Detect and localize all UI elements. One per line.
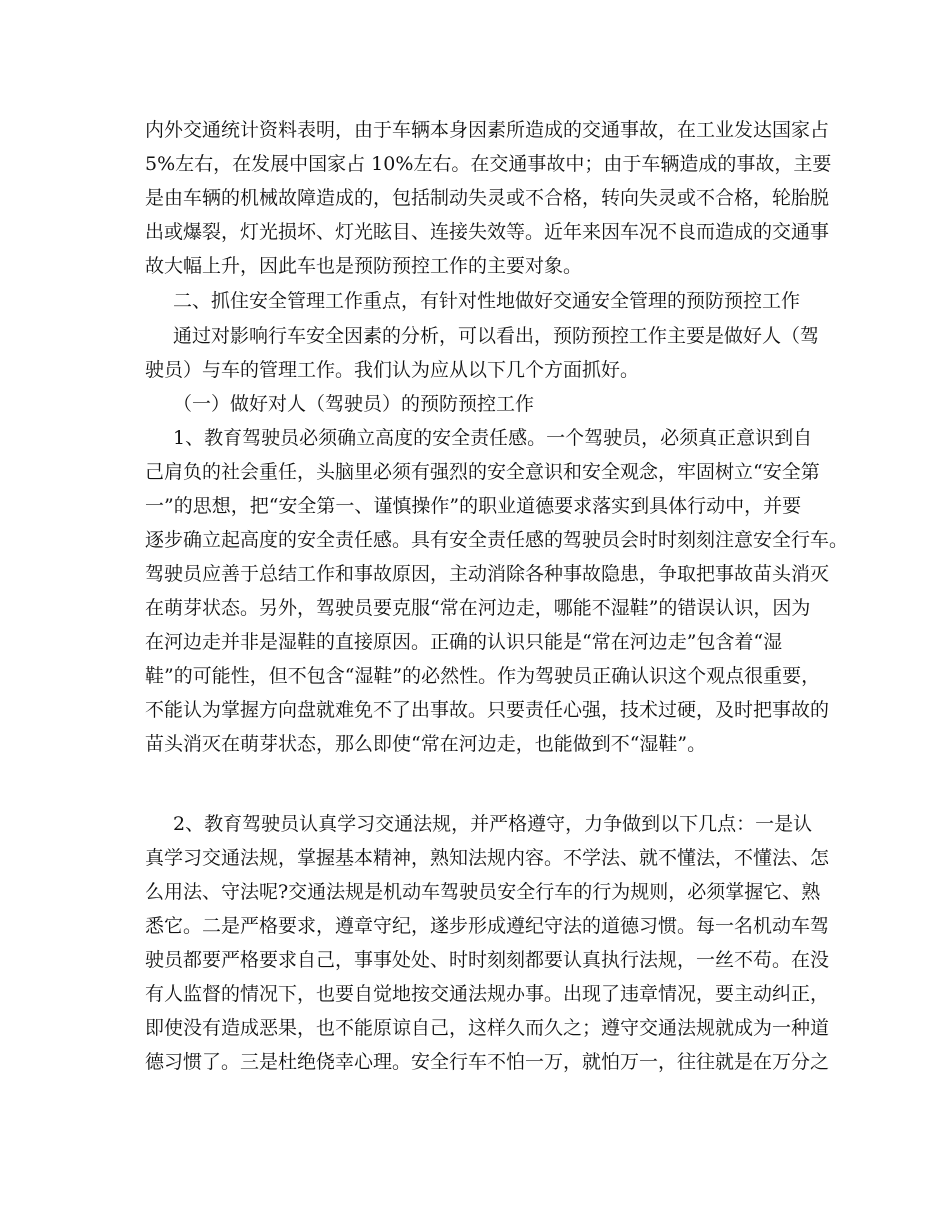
text-line: 驶员）与车的管理工作。我们认为应从以下几个方面抓好。	[145, 359, 640, 381]
text-line: 一”的思想，把“安全第一、谨慎操作”的职业道德要求落实到具体行动中，并要	[145, 495, 802, 517]
text-line: 1、教育驾驶员必须确立高度的安全责任感。一个驾驶员，必须真正意识到自	[173, 427, 813, 449]
text-line: 逐步确立起高度的安全责任感。具有安全责任感的驾驶员会时时刻刻注意安全行车。	[145, 529, 849, 551]
text-line: 是由车辆的机械故障造成的，包括制动失灵或不合格，转向失灵或不合格，轮胎脱	[145, 187, 830, 209]
text-line: 5%左右，在发展中国家占 10%左右。在交通事故中；由于车辆造成的事故，主要	[145, 153, 832, 175]
text-line: 二、抓住安全管理工作重点，有针对性地做好交通安全管理的预防预控工作	[173, 290, 801, 312]
text-line: 德习惯了。三是杜绝侥幸心理。安全行车不怕一万，就怕万一，往往就是在万分之	[145, 1051, 830, 1073]
text-line: 有人监督的情况下，也要自觉地按交通法规办事。出现了违章情况，要主动纠正，	[145, 983, 830, 1005]
text-line: 么用法、守法呢?交通法规是机动车驾驶员安全行车的行为规则，必须掌握它、熟	[145, 881, 821, 903]
text-line: 2、教育驾驶员认真学习交通法规，并严格遵守，力争做到以下几点：一是认	[173, 813, 813, 835]
text-line: 不能认为掌握方向盘就难免不了出事故。只要责任心强，技术过硬，及时把事故的	[145, 699, 830, 721]
text-line: 悉它。二是严格要求，遵章守纪，遂步形成遵纪守法的道德习惯。每一名机动车驾	[145, 915, 830, 937]
text-line: 驾驶员应善于总结工作和事故原因，主动消除各种事故隐患，争取把事故苗头消灭	[145, 563, 830, 585]
text-line: 鞋”的可能性，但不包含“湿鞋”的必然性。作为驾驶员正确认识这个观点很重要，	[145, 665, 821, 687]
text-line: 苗头消灭在萌芽状态，那么即使“常在河边走，也能做到不“湿鞋”。	[145, 733, 707, 755]
text-line: 驶员都要严格要求自己，事事处处、时时刻刻都要认真执行法规，一丝不苟。在没	[145, 949, 830, 971]
text-line: 内外交通统计资料表明，由于车辆本身因素所造成的交通事故，在工业发达国家占	[145, 119, 830, 141]
text-line: 真学习交通法规，掌握基本精神，熟知法规内容。不学法、就不懂法，不懂法、怎	[145, 847, 830, 869]
text-line: 通过对影响行车安全因素的分析，可以看出，预防预控工作主要是做好人（驾	[173, 325, 820, 347]
text-line: 出或爆裂，灯光损坏、灯光眩目、连接失效等。近年来因车况不良而造成的交通事	[145, 221, 830, 243]
text-line: 己肩负的社会重任，头脑里必须有强烈的安全意识和安全观念，牢固树立“安全第	[145, 461, 820, 483]
text-line: 在萌芽状态。另外，驾驶员要克服“常在河边走，哪能不湿鞋”的错误认识，因为	[145, 597, 811, 619]
text-line: 故大幅上升，因此车也是预防预控工作的主要对象。	[145, 255, 583, 277]
text-line: （一）做好对人（驾驶员）的预防预控工作	[173, 393, 535, 415]
text-line: 即使没有造成恶果，也不能原谅自己，这样久而久之；遵守交通法规就成为一种道	[145, 1017, 830, 1039]
text-line: 在河边走并非是湿鞋的直接原因。正确的认识只能是“常在河边走”包含着“湿	[145, 631, 783, 653]
